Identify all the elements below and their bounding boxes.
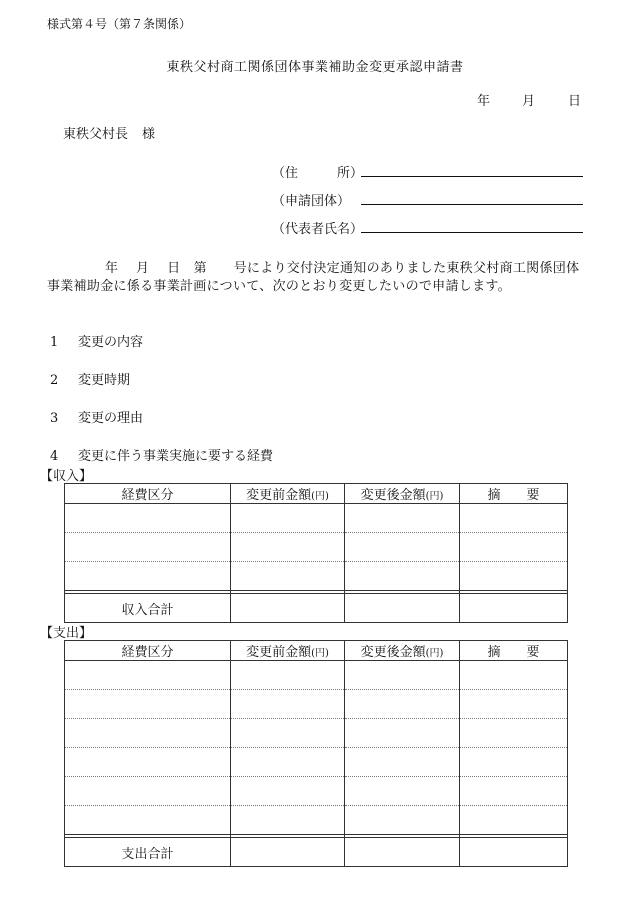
income-header-after: 変更後金額(円) bbox=[345, 484, 460, 504]
expense-header-notes: 摘 要 bbox=[460, 641, 568, 661]
expense-row bbox=[65, 690, 568, 719]
income-header-notes: 摘 要 bbox=[460, 484, 568, 504]
item-3: 3 変更の理由 bbox=[50, 411, 144, 426]
income-header-category: 経費区分 bbox=[65, 484, 231, 504]
group-field[interactable] bbox=[361, 204, 583, 205]
expense-row bbox=[65, 777, 568, 806]
expense-header-category: 経費区分 bbox=[65, 641, 231, 661]
date-month: 月 bbox=[522, 94, 536, 109]
representative-label: （代表者氏名） bbox=[272, 222, 364, 237]
address-field[interactable] bbox=[361, 176, 583, 177]
expense-row bbox=[65, 806, 568, 835]
income-header-row bbox=[65, 484, 568, 504]
expense-section-label: 【支出】 bbox=[40, 626, 93, 641]
document-title: 東秩父村商工関係団体事業補助金変更承認申請書 bbox=[166, 60, 464, 75]
address-label: （住 所） bbox=[272, 166, 364, 181]
income-header-before: 変更前金額(円) bbox=[231, 484, 345, 504]
representative-field[interactable] bbox=[361, 232, 583, 233]
expense-row bbox=[65, 719, 568, 748]
expense-header-after: 変更後金額(円) bbox=[345, 641, 460, 661]
addressee bbox=[63, 123, 155, 142]
form-number: 様式第４号（第７条関係） bbox=[47, 17, 192, 31]
application-intro: 年 月 日 第 号により交付決定通知のありました東秩父村商工関係団体事業補助金に係る事業計画について、次のとおり変更したいので申請します。 bbox=[47, 261, 580, 294]
income-total-label: 収入合計 bbox=[65, 594, 231, 623]
expense-header-before: 変更前金額(円) bbox=[231, 641, 345, 661]
date-day: 日 bbox=[568, 94, 582, 109]
addressee-honorific: 様 bbox=[142, 127, 156, 142]
item-4: 4 変更に伴う事業実施に要する経費 bbox=[50, 449, 274, 464]
addressee-name: 東秩父村長 bbox=[63, 127, 129, 142]
item-2: 2 変更時期 bbox=[50, 373, 131, 388]
income-section-label: 【収入】 bbox=[40, 469, 93, 484]
expense-total-label: 支出合計 bbox=[65, 838, 231, 867]
expense-table bbox=[64, 640, 568, 867]
expense-header-row bbox=[65, 641, 568, 661]
income-table bbox=[64, 483, 568, 623]
income-row bbox=[65, 533, 568, 562]
date-year: 年 bbox=[477, 94, 491, 109]
income-row bbox=[65, 504, 568, 533]
item-1: 1 変更の内容 bbox=[50, 335, 144, 350]
expense-row bbox=[65, 748, 568, 777]
application-text bbox=[47, 260, 587, 296]
income-total-row bbox=[65, 594, 568, 623]
income-row bbox=[65, 562, 568, 591]
group-label: （申請団体） bbox=[272, 194, 351, 209]
expense-total-row bbox=[65, 838, 568, 867]
expense-row bbox=[65, 661, 568, 690]
